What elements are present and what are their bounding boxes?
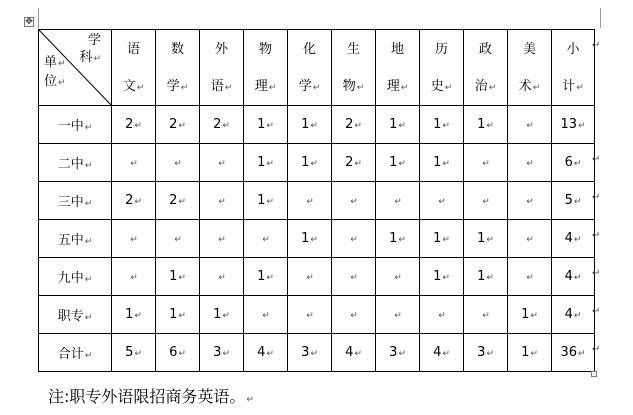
- school-label-cell: 合计↵: [39, 334, 112, 372]
- end-of-row-mark: ↵: [592, 154, 601, 165]
- table-move-handle-icon[interactable]: ✥: [25, 17, 33, 27]
- table-cell: 4↵: [420, 334, 464, 372]
- table-cell: ↵: [112, 220, 156, 258]
- table-cell: 1↵: [420, 258, 464, 296]
- header-row: [39, 30, 595, 106]
- subject-header-bottom: 语↵: [210, 78, 233, 94]
- table-cell: 5↵: [112, 334, 156, 372]
- page-corner-mark: [600, 8, 601, 28]
- end-of-row-mark: ↵: [592, 40, 601, 51]
- table-cell: 4↵: [552, 296, 595, 334]
- subject-header-bottom: 术↵: [518, 78, 541, 94]
- table-cell: ↵: [464, 182, 508, 220]
- table-cell: 4↵: [552, 258, 595, 296]
- table-cell: 5↵: [552, 182, 595, 220]
- table-cell: ↵: [508, 258, 552, 296]
- table-cell: 1↵: [112, 296, 156, 334]
- table-cell: 6↵: [552, 144, 595, 182]
- table-cell: ↵: [244, 220, 288, 258]
- table-cell: 2↵: [156, 106, 200, 144]
- table-cell: 2↵: [112, 182, 156, 220]
- table-cell: ↵: [420, 182, 464, 220]
- subject-header-top: 历: [434, 41, 448, 57]
- table-cell: ↵: [244, 296, 288, 334]
- table-cell: ↵: [200, 220, 244, 258]
- table-cell: ↵: [508, 182, 552, 220]
- table-cell: 1↵: [508, 334, 552, 372]
- table-row: [39, 258, 595, 296]
- subject-header-cell: [508, 30, 552, 106]
- table-cell: 1↵: [244, 106, 288, 144]
- table-cell: 4↵: [552, 220, 595, 258]
- subject-header-top: 语: [126, 41, 140, 57]
- subject-header-bottom: 史↵: [430, 78, 453, 94]
- subject-header-cell: [376, 30, 420, 106]
- table-cell: ↵: [464, 296, 508, 334]
- end-of-row-mark: ↵: [592, 306, 601, 317]
- footnote: 注:职专外语限招商务英语。↵: [48, 387, 254, 406]
- table-cell: ↵: [464, 144, 508, 182]
- enrollment-table: [38, 29, 595, 372]
- table-cell: 1↵: [376, 220, 420, 258]
- table-cell: ↵: [332, 258, 376, 296]
- school-label-cell: 三中↵: [39, 182, 112, 220]
- table-cell: 2↵: [156, 182, 200, 220]
- table-cell: ↵: [508, 106, 552, 144]
- subject-header-cell: [200, 30, 244, 106]
- table-cell: 1↵: [244, 258, 288, 296]
- end-of-row-mark: ↵: [592, 344, 601, 355]
- table-cell: ↵: [376, 182, 420, 220]
- table-cell: 1↵: [464, 258, 508, 296]
- table-cell: ↵: [112, 144, 156, 182]
- subject-header-bottom: 治↵: [474, 78, 497, 94]
- subject-header-cell: [464, 30, 508, 106]
- table-cell: 1↵: [288, 220, 332, 258]
- diagonal-header-cell: [39, 30, 112, 106]
- table-cell: ↵: [332, 220, 376, 258]
- subject-header-bottom: 物↵: [342, 78, 365, 94]
- subject-header-top: 外: [214, 41, 228, 57]
- table-cell: 1↵: [420, 144, 464, 182]
- subject-header-top: 美: [522, 41, 536, 57]
- table-cell: ↵: [156, 144, 200, 182]
- table-row: [39, 334, 595, 372]
- table-cell: 1↵: [420, 220, 464, 258]
- table-cell: ↵: [288, 182, 332, 220]
- table-cell: 1↵: [156, 296, 200, 334]
- table-cell: 3↵: [288, 334, 332, 372]
- subject-header-cell: [332, 30, 376, 106]
- table-cell: 1↵: [156, 258, 200, 296]
- table-cell: ↵: [332, 296, 376, 334]
- subject-header-top: 数: [170, 41, 184, 57]
- school-label-cell: 一中↵: [39, 106, 112, 144]
- table-cell: ↵: [508, 144, 552, 182]
- subject-header-cell: [288, 30, 332, 106]
- end-of-row-mark: ↵: [592, 192, 601, 203]
- subject-header-top: 生: [346, 41, 360, 57]
- table-cell: 1↵: [508, 296, 552, 334]
- subject-header-cell: [420, 30, 464, 106]
- subject-header-cell: [112, 30, 156, 106]
- table-cell: 3↵: [464, 334, 508, 372]
- subject-axis-label: 学 科↵: [79, 33, 101, 65]
- subject-header-bottom: 计↵: [562, 78, 584, 94]
- table-row: [39, 296, 595, 334]
- table-cell: 4↵: [244, 334, 288, 372]
- table-cell: ↵: [376, 296, 420, 334]
- table-cell: 1↵: [244, 144, 288, 182]
- table-cell: ↵: [200, 144, 244, 182]
- table-cell: ↵: [288, 258, 332, 296]
- table-cell: 1↵: [376, 144, 420, 182]
- subject-header-bottom: 理↵: [254, 78, 277, 94]
- table-cell: ↵: [200, 182, 244, 220]
- table-cell: 1↵: [288, 144, 332, 182]
- subject-header-top: 物: [258, 41, 272, 57]
- subject-header-bottom: 文↵: [122, 78, 145, 94]
- table-cell: 13↵: [552, 106, 595, 144]
- subject-header-cell: [552, 30, 595, 106]
- table-row: [39, 220, 595, 258]
- end-of-row-mark: ↵: [592, 268, 601, 279]
- table-cell: 1↵: [464, 106, 508, 144]
- school-label-cell: 九中↵: [39, 258, 112, 296]
- table-cell: 3↵: [376, 334, 420, 372]
- table-cell: 1↵: [288, 106, 332, 144]
- table-cell: 2↵: [112, 106, 156, 144]
- table-cell: 1↵: [420, 106, 464, 144]
- table-cell: 1↵: [376, 106, 420, 144]
- subject-header-bottom: 理↵: [386, 78, 409, 94]
- school-label-cell: 二中↵: [39, 144, 112, 182]
- table-cell: 36↵: [552, 334, 595, 372]
- subject-header-cell: [156, 30, 200, 106]
- subject-header-bottom: 学↵: [166, 78, 189, 94]
- table-cell: ↵: [508, 220, 552, 258]
- school-label-cell: 五中↵: [39, 220, 112, 258]
- table-cell: ↵: [156, 220, 200, 258]
- table-cell: 4↵: [332, 334, 376, 372]
- table-cell: ↵: [288, 296, 332, 334]
- unit-axis-label: 单↵ 位↵: [44, 55, 66, 89]
- subject-header-top: 政: [478, 41, 492, 57]
- subject-header-bottom: 学↵: [298, 78, 321, 94]
- table-resize-handle[interactable]: [591, 371, 597, 377]
- page-corner-mark: [38, 8, 49, 28]
- table-cell: ↵: [112, 258, 156, 296]
- table-cell: 3↵: [200, 334, 244, 372]
- table-row: [39, 106, 595, 144]
- subject-header-top: 化: [302, 41, 316, 57]
- subject-header-top: 地: [390, 41, 404, 57]
- table-row: [39, 182, 595, 220]
- table-cell: 2↵: [200, 106, 244, 144]
- end-of-row-mark: ↵: [592, 230, 601, 241]
- table-cell: 1↵: [244, 182, 288, 220]
- table-cell: 1↵: [464, 220, 508, 258]
- table-cell: 2↵: [332, 144, 376, 182]
- table-cell: ↵: [376, 258, 420, 296]
- table-cell: 1↵: [200, 296, 244, 334]
- table-cell: 2↵: [332, 106, 376, 144]
- table-cell: ↵: [332, 182, 376, 220]
- table-row: [39, 144, 595, 182]
- subject-header-top: 小: [566, 41, 580, 57]
- table-cell: ↵: [420, 296, 464, 334]
- table-cell: 6↵: [156, 334, 200, 372]
- subject-header-cell: [244, 30, 288, 106]
- school-label-cell: 职专↵: [39, 296, 112, 334]
- table-cell: ↵: [200, 258, 244, 296]
